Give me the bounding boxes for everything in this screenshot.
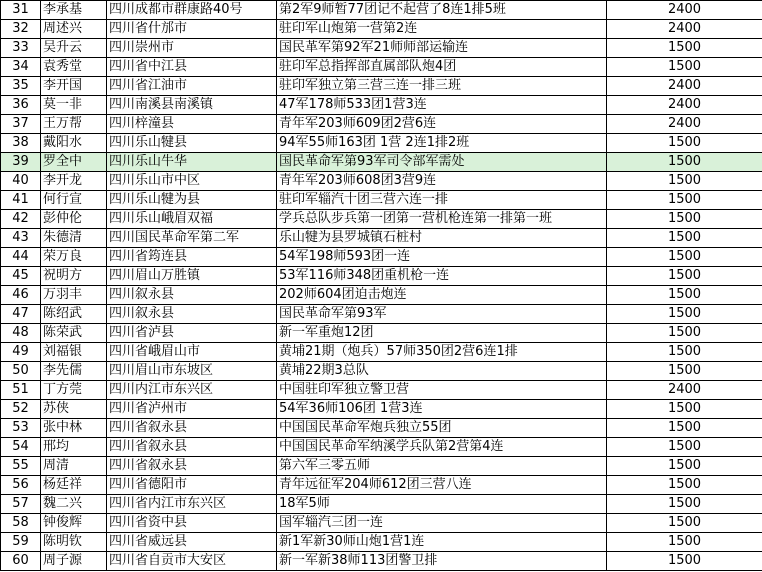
hometown-cell[interactable]: 四川省筠连县 [107,248,277,267]
name-cell[interactable]: 陈绍武 [41,305,107,324]
amount-cell[interactable]: 2400 [607,381,762,400]
hometown-cell[interactable]: 四川省泸州市 [107,400,277,419]
military-unit-cell[interactable]: 青年远征军204师612团三营八连 [277,476,607,495]
name-cell[interactable]: 吴升云 [41,39,107,58]
table-row[interactable] [1,58,762,77]
name-cell[interactable]: 祝明方 [41,267,107,286]
amount-cell[interactable]: 1500 [607,172,762,191]
table-row[interactable] [1,96,762,115]
hometown-cell[interactable]: 四川叙永县 [107,286,277,305]
amount-cell[interactable]: 1500 [607,533,762,552]
amount-cell[interactable]: 1500 [607,153,762,172]
military-unit-cell[interactable]: 学兵总队步兵第一团第一营机枪连第一排第一班 [277,210,607,229]
row-number-cell[interactable]: 33 [1,39,41,58]
row-number-cell[interactable]: 43 [1,229,41,248]
row-number-cell[interactable]: 32 [1,20,41,39]
name-cell[interactable]: 杨廷祥 [41,476,107,495]
amount-cell[interactable]: 1500 [607,248,762,267]
amount-cell[interactable]: 1500 [607,495,762,514]
hometown-cell[interactable]: 四川省峨眉山市 [107,343,277,362]
hometown-cell[interactable]: 四川内江市东兴区 [107,381,277,400]
row-number-cell[interactable]: 56 [1,476,41,495]
amount-cell[interactable]: 1500 [607,362,762,381]
hometown-cell[interactable]: 四川省什邡市 [107,20,277,39]
amount-cell[interactable]: 1500 [607,438,762,457]
amount-cell[interactable]: 1500 [607,476,762,495]
amount-cell[interactable]: 2400 [607,1,762,20]
hometown-cell[interactable]: 四川乐山市中区 [107,172,277,191]
row-number-cell[interactable]: 52 [1,400,41,419]
amount-cell[interactable]: 1500 [607,229,762,248]
table-row[interactable] [1,172,762,191]
hometown-cell[interactable]: 四川乐山峨眉双福 [107,210,277,229]
hometown-cell[interactable]: 四川乐山犍为县 [107,191,277,210]
military-unit-cell[interactable]: 乐山犍为县罗城镇石桩村 [277,229,607,248]
row-number-cell[interactable]: 42 [1,210,41,229]
table-row[interactable] [1,552,762,571]
name-cell[interactable]: 罗全中 [41,153,107,172]
hometown-cell[interactable]: 四川省叙永县 [107,438,277,457]
hometown-cell[interactable]: 四川省叙永县 [107,419,277,438]
amount-cell[interactable]: 1500 [607,39,762,58]
row-number-cell[interactable]: 59 [1,533,41,552]
name-cell[interactable]: 李开国 [41,77,107,96]
row-number-cell[interactable]: 38 [1,134,41,153]
row-number-cell[interactable]: 49 [1,343,41,362]
amount-cell[interactable]: 2400 [607,20,762,39]
row-number-cell[interactable]: 34 [1,58,41,77]
hometown-cell[interactable]: 四川叙永县 [107,305,277,324]
table-row[interactable] [1,77,762,96]
table-row[interactable] [1,343,762,362]
table-row[interactable] [1,286,762,305]
hometown-cell[interactable]: 四川南溪县南溪镇 [107,96,277,115]
table-row[interactable] [1,248,762,267]
table-row[interactable] [1,115,762,134]
table-row[interactable] [1,1,762,20]
row-number-cell[interactable]: 54 [1,438,41,457]
military-unit-cell[interactable]: 18军5师 [277,495,607,514]
table-row[interactable] [1,324,762,343]
military-unit-cell[interactable]: 新一军新38师113团警卫排 [277,552,607,571]
name-cell[interactable]: 戴阳水 [41,134,107,153]
amount-cell[interactable]: 2400 [607,96,762,115]
name-cell[interactable]: 魏二兴 [41,495,107,514]
table-row[interactable] [1,191,762,210]
name-cell[interactable]: 张中林 [41,419,107,438]
row-number-cell[interactable]: 55 [1,457,41,476]
military-unit-cell[interactable]: 第六军三零五师 [277,457,607,476]
hometown-cell[interactable]: 四川眉山市东坡区 [107,362,277,381]
military-unit-cell[interactable]: 中国国民革命军炮兵独立55团 [277,419,607,438]
hometown-cell[interactable]: 四川省德阳市 [107,476,277,495]
name-cell[interactable]: 钟俊辉 [41,514,107,533]
amount-cell[interactable]: 1500 [607,400,762,419]
name-cell[interactable]: 周述兴 [41,20,107,39]
row-number-cell[interactable]: 50 [1,362,41,381]
military-unit-cell[interactable]: 青年军203师609团2营6连 [277,115,607,134]
military-unit-cell[interactable]: 驻印军山炮第一营第2连 [277,20,607,39]
hometown-cell[interactable]: 四川国民革命军第二军 [107,229,277,248]
military-unit-cell[interactable]: 新1军新30师山炮1营1连 [277,533,607,552]
row-number-cell[interactable]: 39 [1,153,41,172]
hometown-cell[interactable]: 四川乐山牛华 [107,153,277,172]
name-cell[interactable]: 刘福银 [41,343,107,362]
table-row[interactable] [1,305,762,324]
amount-cell[interactable]: 1500 [607,343,762,362]
row-number-cell[interactable]: 44 [1,248,41,267]
table-row[interactable] [1,210,762,229]
military-unit-cell[interactable]: 驻印军独立第三营三连一排三班 [277,77,607,96]
name-cell[interactable]: 朱德清 [41,229,107,248]
hometown-cell[interactable]: 四川省内江市东兴区 [107,495,277,514]
hometown-cell[interactable]: 四川乐山犍县 [107,134,277,153]
name-cell[interactable]: 何行宣 [41,191,107,210]
row-number-cell[interactable]: 35 [1,77,41,96]
military-unit-cell[interactable]: 国军辎汽三团一连 [277,514,607,533]
military-unit-cell[interactable]: 驻印军辎汽十团三营六连一排 [277,191,607,210]
row-number-cell[interactable]: 37 [1,115,41,134]
name-cell[interactable]: 陈荣武 [41,324,107,343]
amount-cell[interactable]: 1500 [607,324,762,343]
military-unit-cell[interactable]: 202师604团迫击炮连 [277,286,607,305]
amount-cell[interactable]: 1500 [607,305,762,324]
military-unit-cell[interactable]: 第2军9师暂77团记不起营了8连1排5班 [277,1,607,20]
amount-cell[interactable]: 1500 [607,514,762,533]
table-row[interactable] [1,381,762,400]
table-row[interactable] [1,39,762,58]
name-cell[interactable]: 周清 [41,457,107,476]
military-unit-cell[interactable]: 中国国民革命军纳溪学兵队第2营第4连 [277,438,607,457]
amount-cell[interactable]: 1500 [607,286,762,305]
table-row[interactable] [1,362,762,381]
table-row[interactable] [1,476,762,495]
amount-cell[interactable]: 2400 [607,115,762,134]
row-number-cell[interactable]: 31 [1,1,41,20]
amount-cell[interactable]: 1500 [607,58,762,77]
row-number-cell[interactable]: 45 [1,267,41,286]
name-cell[interactable]: 李承基 [41,1,107,20]
row-number-cell[interactable]: 41 [1,191,41,210]
name-cell[interactable]: 李先儒 [41,362,107,381]
amount-cell[interactable]: 1500 [607,457,762,476]
hometown-cell[interactable]: 四川崇州市 [107,39,277,58]
name-cell[interactable]: 袁秀堂 [41,58,107,77]
row-number-cell[interactable]: 48 [1,324,41,343]
row-number-cell[interactable]: 53 [1,419,41,438]
military-unit-cell[interactable]: 驻印军总指挥部直属部队炮4团 [277,58,607,77]
military-unit-cell[interactable]: 54军36师106团 1营3连 [277,400,607,419]
row-number-cell[interactable]: 36 [1,96,41,115]
military-unit-cell[interactable]: 青年军203师608团3营9连 [277,172,607,191]
table-row[interactable] [1,153,762,172]
row-number-cell[interactable]: 58 [1,514,41,533]
name-cell[interactable]: 万羽丰 [41,286,107,305]
hometown-cell[interactable]: 四川成都市群康路40号 [107,1,277,20]
row-number-cell[interactable]: 47 [1,305,41,324]
name-cell[interactable]: 周子源 [41,552,107,571]
table-row[interactable] [1,419,762,438]
military-unit-cell[interactable]: 47军178师533团1营3连 [277,96,607,115]
row-number-cell[interactable]: 60 [1,552,41,571]
table-row[interactable] [1,20,762,39]
row-number-cell[interactable]: 46 [1,286,41,305]
name-cell[interactable]: 陈明钦 [41,533,107,552]
amount-cell[interactable]: 1500 [607,210,762,229]
military-unit-cell[interactable]: 国民革命军第93军 [277,305,607,324]
table-row[interactable] [1,495,762,514]
amount-cell[interactable]: 1500 [607,267,762,286]
hometown-cell[interactable]: 四川省江油市 [107,77,277,96]
table-row[interactable] [1,457,762,476]
row-number-cell[interactable]: 57 [1,495,41,514]
military-unit-cell[interactable]: 中国驻印军独立警卫营 [277,381,607,400]
name-cell[interactable]: 王万帮 [41,115,107,134]
hometown-cell[interactable]: 四川省威远县 [107,533,277,552]
name-cell[interactable]: 邢均 [41,438,107,457]
amount-cell[interactable]: 1500 [607,134,762,153]
name-cell[interactable]: 莫一非 [41,96,107,115]
spreadsheet-body [1,1,762,571]
military-unit-cell[interactable]: 黄埔21期（炮兵）57师350团2营6连1排 [277,343,607,362]
table-row[interactable] [1,400,762,419]
military-unit-cell[interactable]: 国民革命军第93军司令部军需处 [277,153,607,172]
table-row[interactable] [1,533,762,552]
name-cell[interactable]: 李开龙 [41,172,107,191]
name-cell[interactable]: 荣万良 [41,248,107,267]
table-row[interactable] [1,229,762,248]
military-unit-cell[interactable]: 54军198师593团一连 [277,248,607,267]
table-row[interactable] [1,134,762,153]
military-unit-cell[interactable]: 94军55师163团 1营 2连1排2班 [277,134,607,153]
row-number-cell[interactable]: 40 [1,172,41,191]
row-number-cell[interactable]: 51 [1,381,41,400]
hometown-cell[interactable]: 四川省自贡市大安区 [107,552,277,571]
military-unit-cell[interactable]: 53军116师348团重机枪一连 [277,267,607,286]
amount-cell[interactable]: 1500 [607,419,762,438]
hometown-cell[interactable]: 四川省叙永县 [107,457,277,476]
hometown-cell[interactable]: 四川省中江县 [107,58,277,77]
name-cell[interactable]: 苏侠 [41,400,107,419]
table-row[interactable] [1,267,762,286]
military-unit-cell[interactable]: 国民革军第92军21师师部运输连 [277,39,607,58]
table-row[interactable] [1,438,762,457]
hometown-cell[interactable]: 四川眉山万胜镇 [107,267,277,286]
military-unit-cell[interactable]: 新一军重炮12团 [277,324,607,343]
hometown-cell[interactable]: 四川梓潼县 [107,115,277,134]
name-cell[interactable]: 丁方莞 [41,381,107,400]
amount-cell[interactable]: 1500 [607,552,762,571]
hometown-cell[interactable]: 四川省资中县 [107,514,277,533]
amount-cell[interactable]: 2400 [607,77,762,96]
military-unit-cell[interactable]: 黄埔22期3总队 [277,362,607,381]
amount-cell[interactable]: 1500 [607,191,762,210]
table-row[interactable] [1,514,762,533]
name-cell[interactable]: 彭仲伦 [41,210,107,229]
hometown-cell[interactable]: 四川省泸县 [107,324,277,343]
